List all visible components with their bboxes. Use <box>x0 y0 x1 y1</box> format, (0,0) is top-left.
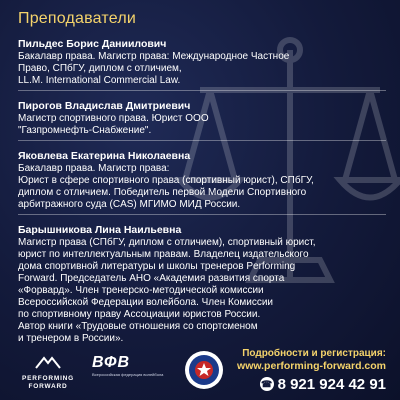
teacher-description-line: Бакалавр права. Магистр права: Международное Частное <box>18 51 290 62</box>
teacher-name: Пильдес Борис Даниилович <box>18 38 167 50</box>
phone-row <box>237 375 386 395</box>
performing-forward-wordmark: PERFORMING FORWARD <box>21 375 75 390</box>
page-title: Преподаватели <box>18 10 136 27</box>
teacher-entry <box>18 224 388 345</box>
vfv-wordmark: ВФВ <box>92 354 130 371</box>
teacher-description-line: и тренером в России». <box>18 333 124 344</box>
teacher-description-line: дома спортивной литературы и школы тренеров Performing <box>18 261 296 272</box>
teacher-description-line: Автор книги «Трудовые отношения со спортсменом <box>18 321 258 332</box>
vfv-logo <box>92 354 180 377</box>
teacher-entry <box>18 150 388 215</box>
teacher-description-line: Магистр права (СПбГУ, диплом с отличием), спортивный юрист, <box>18 237 316 248</box>
teacher-description-line: Всероссийской Федерации волейбола. Член Комиссии <box>18 297 274 308</box>
teachers-list <box>18 38 388 354</box>
teacher-name: Яковлева Екатерина Николаевна <box>18 150 191 162</box>
teacher-name: Пирогов Владислав Дмитриевич <box>18 100 191 112</box>
teacher-description-line: арбитражного суда (CAS) МГИМО МИД России. <box>18 199 241 210</box>
teacher-description-line: Магистр спортивного права. Юрист ООО <box>18 113 209 124</box>
divider <box>18 90 386 91</box>
phone-icon: ☎ <box>260 379 273 389</box>
teacher-description-line: диплом с отличием. Победитель первой Модели Спортивного <box>18 187 307 198</box>
teacher-description-line: «Форвард». Член тренерско-методической комиссии <box>18 285 264 296</box>
divider <box>18 140 386 141</box>
teacher-description-line: Юрист в сфере спортивного права (спортивный юрист), СПбГУ, <box>18 175 314 186</box>
performing-forward-mark-icon <box>34 356 62 370</box>
teacher-description-line: Бакалавр права. Магистр права: <box>18 163 170 174</box>
registration-label: Подробности и регистрация: <box>242 348 386 359</box>
phone-number[interactable]: 8 921 924 42 91 <box>277 376 386 393</box>
teacher-description-line: по спортивному праву Ассоциации юристов России. <box>18 309 261 320</box>
vfv-subtitle: Всероссийская федерация волейбола <box>92 372 164 377</box>
teacher-entry <box>18 100 388 141</box>
teacher-description-line: юрист по интеллектуальным правам. Владелец издательского <box>18 249 309 260</box>
contact-block <box>237 348 386 395</box>
teacher-name: Барышникова Лина Наильевна <box>18 224 182 236</box>
website-link[interactable]: www.performing-forward.com <box>237 360 386 372</box>
teacher-description-line: "Газпромнефть-Снабжение". <box>18 125 152 136</box>
performing-forward-logo <box>14 356 82 390</box>
teacher-description-line: LL.M. International Commercial Law. <box>18 75 181 86</box>
teacher-description-line: Право, СПбГУ, диплом с отличием, <box>18 63 182 74</box>
divider <box>18 214 386 215</box>
seal-emblem-icon <box>184 350 224 390</box>
teacher-entry <box>18 38 388 91</box>
footer <box>0 342 400 400</box>
teacher-description-line: Forward. Председатель АНО «Академия развития спорта <box>18 273 285 284</box>
